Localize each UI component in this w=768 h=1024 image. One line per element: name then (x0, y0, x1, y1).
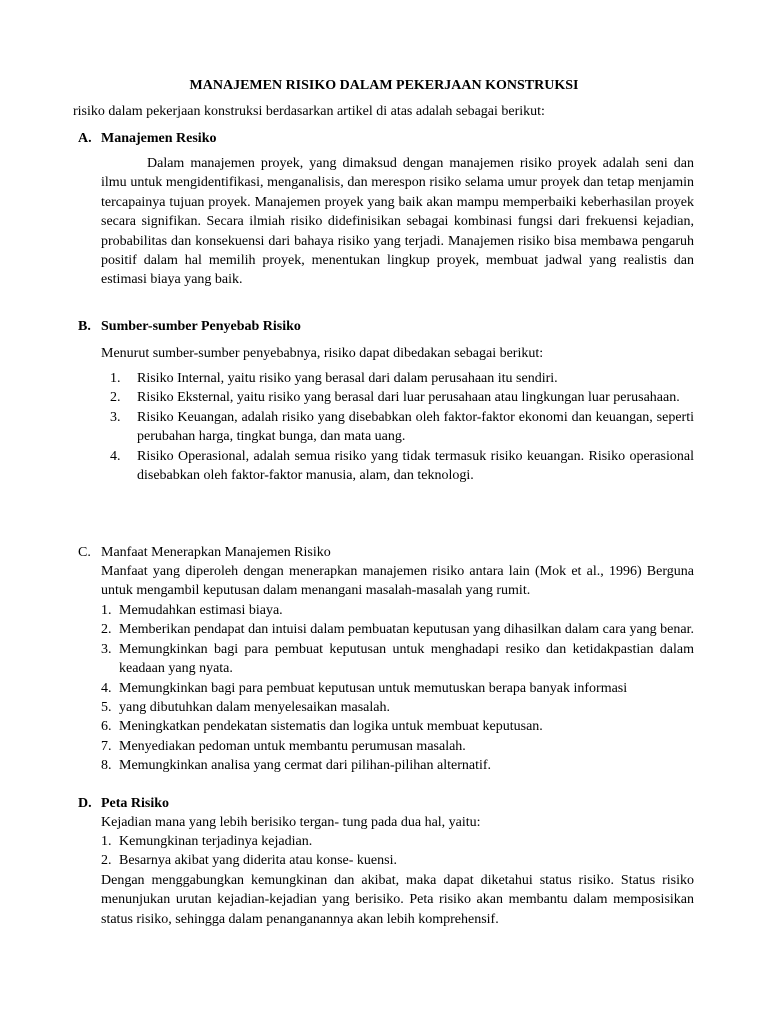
list-item-text: Memberikan pendapat dan intuisi dalam pembuatan keputusan yang dihasilkan dalam cara yang benar. (119, 622, 694, 638)
list-item-text: Meningkatkan pendekatan sistematis dan logika untuk membuat keputusan. (119, 719, 543, 735)
list-item (101, 640, 694, 679)
section-c-letter: C. (78, 545, 91, 560)
list-item-text: Memungkinkan bagi para pembuat keputusan untuk memutuskan berapa banyak informasi (119, 680, 628, 696)
section-c-heading (78, 543, 331, 562)
list-item (101, 408, 694, 447)
list-item-text: Risiko Internal, yaitu risiko yang berasal dari dalam perusahaan itu sendiri. (137, 371, 558, 386)
list-item-number: 1. (101, 603, 112, 618)
section-b-title: Sumber-sumber Penyebab Risiko (101, 319, 301, 334)
list-item-text: Menyediakan pedoman untuk membantu perumusan masalah. (119, 738, 466, 754)
section-a-title: Manajemen Resiko (101, 131, 217, 146)
section-a-body: Dalam manajemen proyek, yang dimaksud dengan manajemen risiko proyek adalah seni dan ilmu untuk mengidentifikasi, menganalisis, dan merespon risiko selama umur proyek dan tetap menjamin tercapainya tujuan proyek. Manajemen proyek yang baik akan mampu memperbaiki keberhasilan proyek secara signifikan. Secara ilmiah risiko didefinisikan sebagai kombinasi fungsi dari frekuensi kejadian, probabilitas dan konsekuensi dari bahaya risiko yang terjadi. Manajemen risiko bisa membawa pengaruh positif dalam hal memilih proyek, menentukan lingkup proyek, membuat jadwal yang realistis dan estimasi biaya yang baik. (101, 156, 694, 288)
list-item-number: 3. (101, 641, 112, 657)
intro-paragraph: risiko dalam pekerjaan konstruksi berdasarkan artikel di atas adalah sebagai berikut: (73, 104, 545, 119)
list-item (101, 388, 694, 407)
section-c-list (101, 601, 694, 776)
list-item (101, 447, 694, 486)
list-item-number: 4. (101, 680, 112, 696)
section-d-list (101, 832, 694, 871)
list-item (101, 620, 694, 639)
list-item-text: Risiko Keuangan, adalah risiko yang disebabkan oleh faktor-faktor ekonomi dan keuangan, seperti perubahan harga, tingkat bunga, dan mata uang. (137, 409, 694, 445)
list-item (101, 832, 694, 851)
list-item (101, 698, 694, 717)
section-d-title: Peta Risiko (101, 796, 170, 811)
list-item (101, 851, 694, 870)
section-a-letter: A. (78, 131, 92, 146)
list-item-text: Kemungkinan terjadinya kejadian. (119, 834, 313, 849)
section-b-letter: B. (78, 319, 91, 334)
list-item-number: 4. (110, 448, 121, 464)
list-item-text: Memungkinkan analisa yang cermat dari pilihan-pilihan alternatif. (119, 758, 492, 774)
list-item-number: 2. (110, 390, 121, 406)
list-item-number: 2. (101, 622, 112, 638)
section-b-list (101, 369, 694, 485)
list-item-number: 5. (101, 700, 112, 716)
section-b-lead: Menurut sumber-sumber penyebabnya, risiko dapat dibedakan sebagai berikut: (101, 346, 544, 361)
list-item-text: Besarnya akibat yang diderita atau konse- kuensi. (119, 853, 397, 869)
section-d-lead: Kejadian mana yang lebih berisiko tergan- tung pada dua hal, yaitu: (101, 815, 481, 830)
list-item (101, 369, 694, 388)
list-item (101, 679, 694, 698)
document-title: MANAJEMEN RISIKO DALAM PEKERJAAN KONSTRUKSI (189, 78, 579, 93)
list-item-text: Risiko Operasional, adalah semua risiko yang tidak termasuk risiko keuangan. Risiko operasional disebabkan oleh faktor-faktor manusia, alam, dan teknologi. (137, 448, 694, 484)
section-b-heading (78, 317, 301, 336)
list-item-number: 1. (110, 371, 121, 386)
list-item-text: Memudahkan estimasi biaya. (119, 603, 283, 618)
list-item-text: Memungkinkan bagi para pembuat keputusan untuk menghadapi resiko dan ketidakpastian dalam keadaan yang nyata. (119, 641, 694, 677)
section-d-heading (78, 794, 169, 813)
list-item-number: 2. (101, 853, 112, 869)
section-d-closing: Dengan menggabungkan kemungkinan dan akibat, maka dapat diketahui status risiko. Status risiko menunjukan urutan kejadian-kejadian yang berisiko. Peta risiko akan membantu dalam memposisikan status risiko, sehingga dalam penanganannya akan lebih komprehensif. (101, 873, 694, 927)
list-item-text: yang dibutuhkan dalam menyelesaikan masalah. (119, 700, 390, 716)
section-d-letter: D. (78, 796, 92, 811)
section-a-heading (78, 129, 217, 148)
list-item-number: 6. (101, 719, 112, 735)
list-item-number: 8. (101, 758, 112, 774)
section-c-title: Manfaat Menerapkan Manajemen Risiko (101, 545, 331, 560)
list-item (101, 737, 694, 756)
list-item-number: 3. (110, 409, 121, 425)
list-item-number: 7. (101, 738, 112, 754)
list-item (101, 717, 694, 736)
list-item (101, 601, 694, 620)
list-item (101, 756, 694, 775)
section-c-lead: Manfaat yang diperoleh dengan menerapkan manajemen risiko antara lain (Mok et al., 1996) Berguna untuk mengambil keputusan dalam menangani masalah-masalah yang rumit. (101, 564, 694, 599)
list-item-number: 1. (101, 834, 112, 849)
list-item-text: Risiko Eksternal, yaitu risiko yang berasal dari luar perusahaan atau lingkungan luar perusahaan. (137, 390, 680, 406)
